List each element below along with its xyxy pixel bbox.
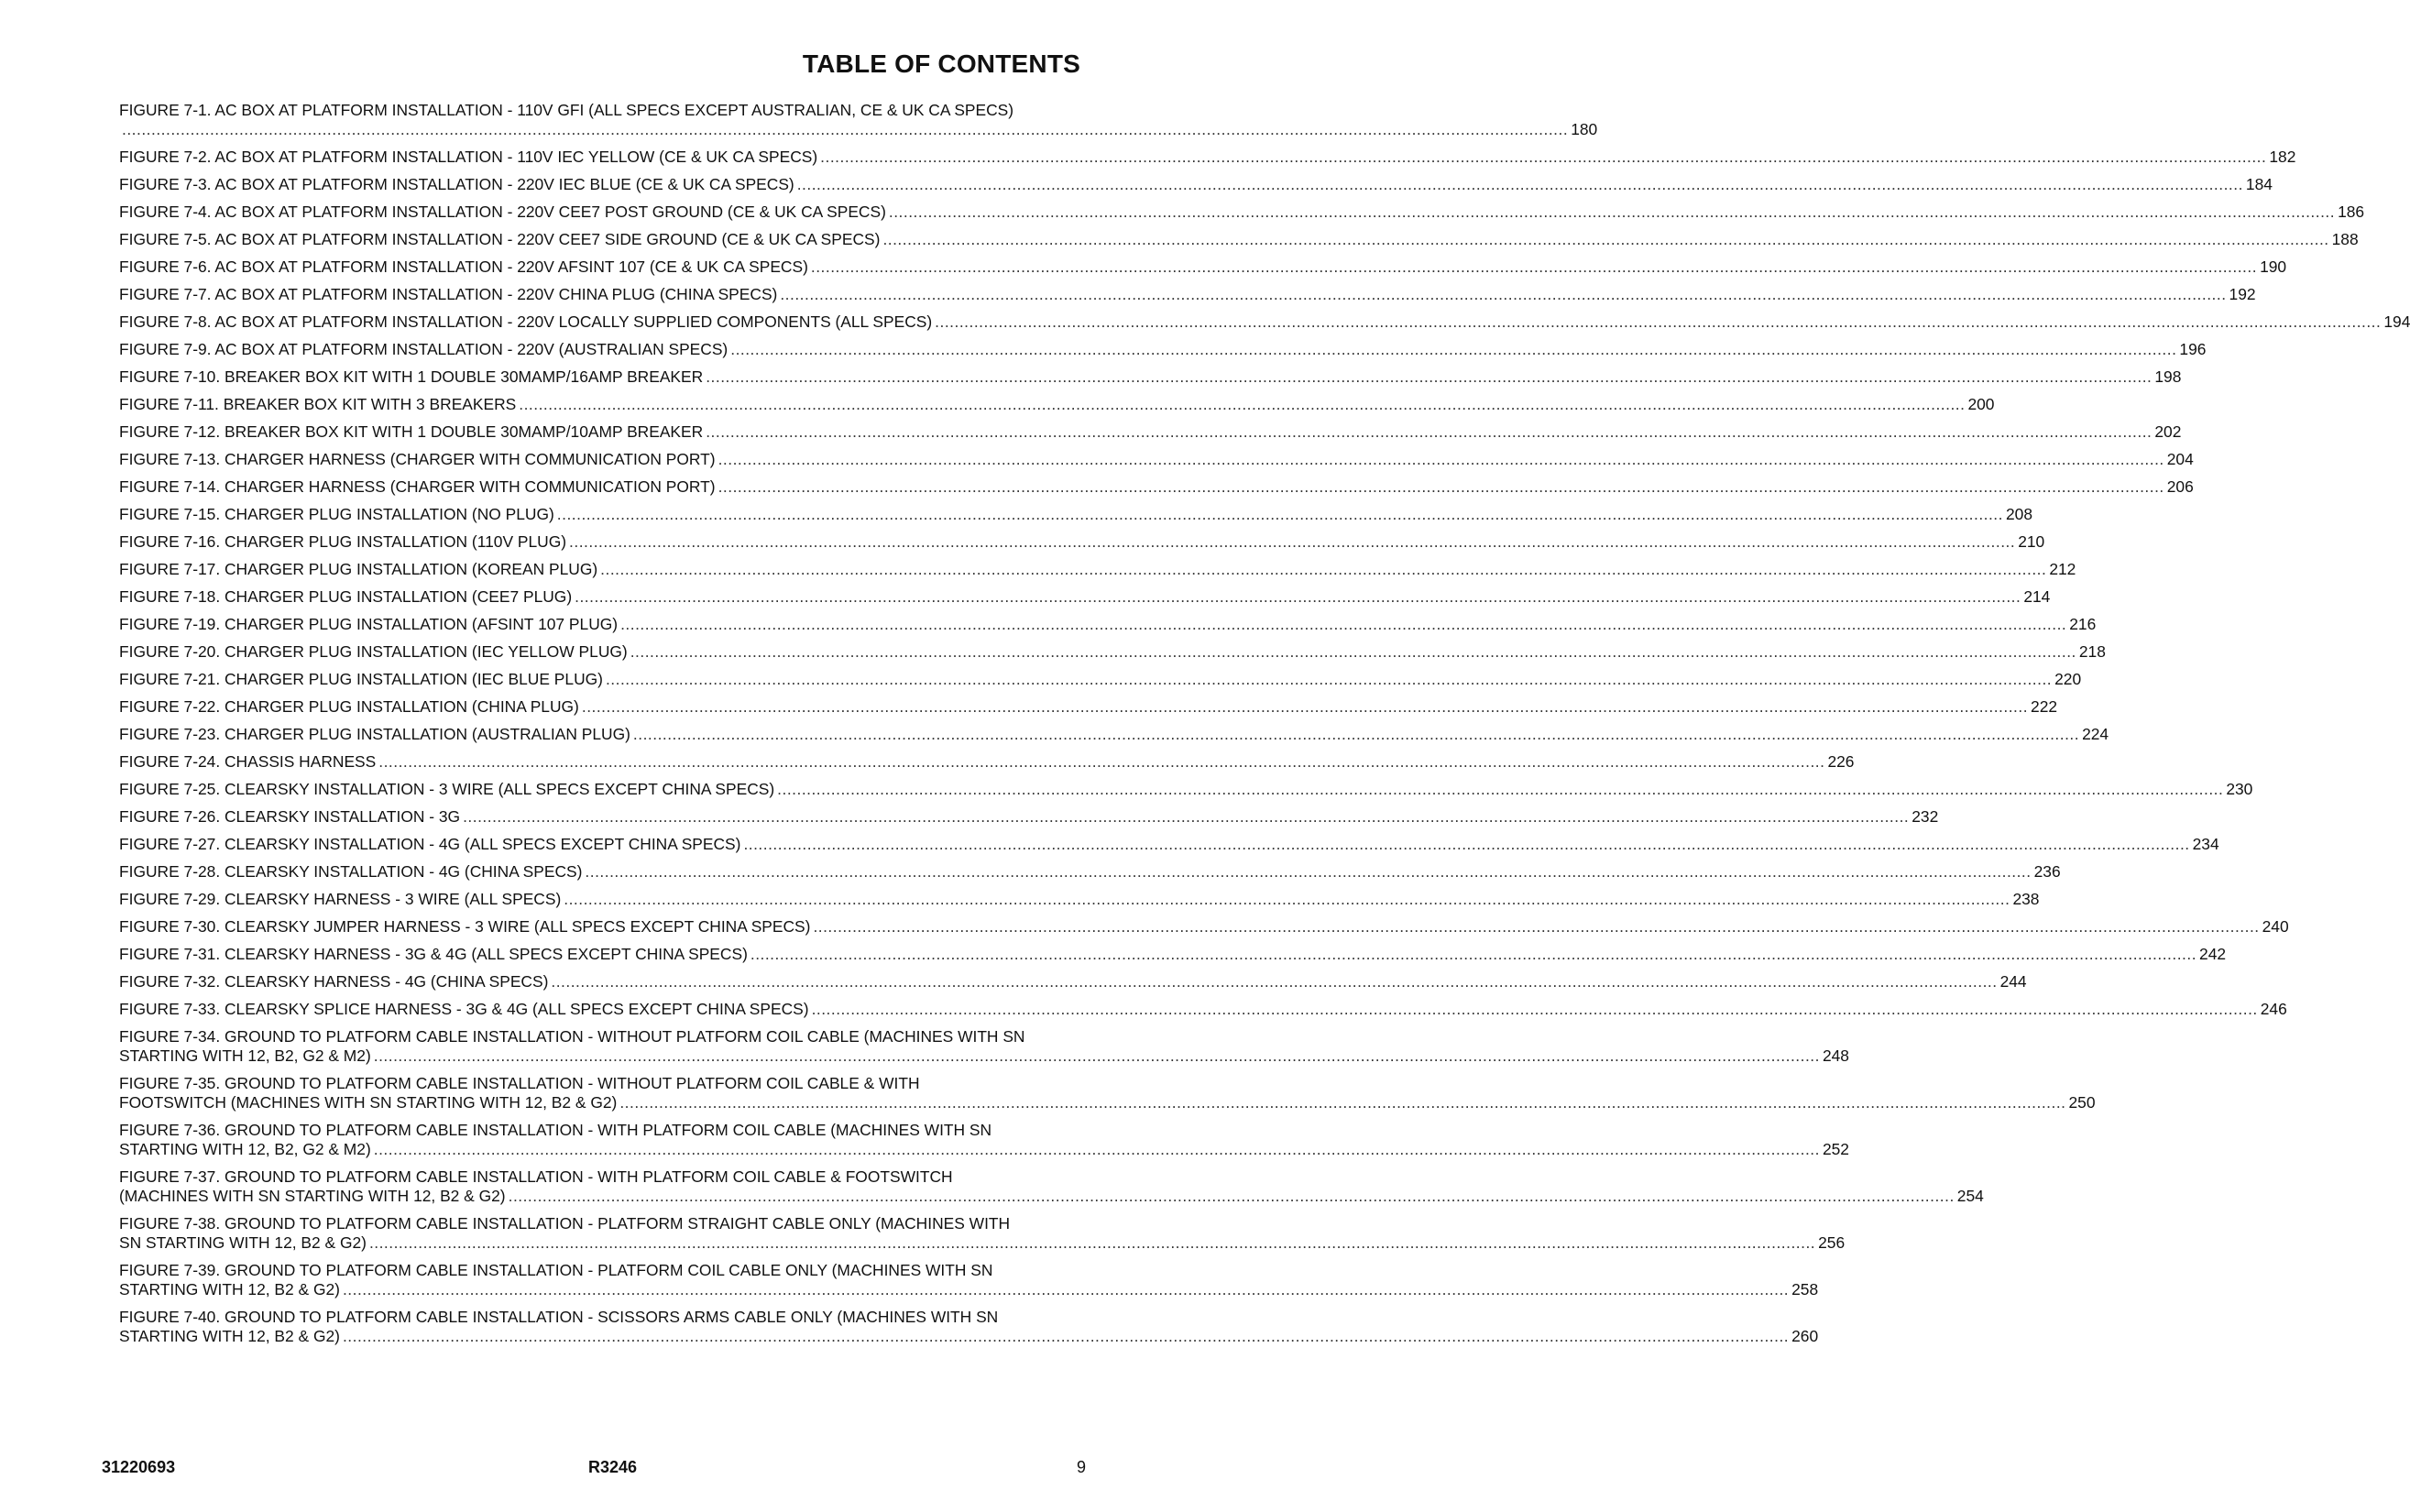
toc-entry-line bbox=[119, 1308, 1100, 1327]
toc-entry[interactable] bbox=[119, 862, 2061, 882]
toc-entry-page-number: 204 bbox=[2166, 450, 2194, 468]
toc-entry-title: FIGURE 7-16. CHARGER PLUG INSTALLATION (110V PLUG) bbox=[119, 532, 567, 551]
toc-entry-line bbox=[119, 257, 2287, 277]
toc-entry[interactable] bbox=[119, 505, 2032, 524]
toc-entry-title: STARTING WITH 12, B2 & G2) bbox=[119, 1280, 340, 1298]
toc-entry[interactable] bbox=[119, 890, 2040, 909]
toc-entry[interactable] bbox=[119, 945, 2227, 964]
dot-leader bbox=[619, 1093, 2065, 1112]
toc-entry-page-number: 252 bbox=[1822, 1140, 1849, 1158]
toc-entry-page-number: 214 bbox=[2023, 587, 2051, 606]
dot-leader bbox=[564, 890, 2010, 909]
toc-entry-title: FIGURE 7-6. AC BOX AT PLATFORM INSTALLATION - 220V AFSINT 107 (CE & UK CA SPECS) bbox=[119, 257, 808, 276]
toc-entry[interactable] bbox=[119, 367, 2182, 387]
toc-entry-title: FIGURE 7-17. CHARGER PLUG INSTALLATION (KOREAN PLUG) bbox=[119, 560, 598, 578]
toc-entry-page-number: 190 bbox=[2260, 257, 2287, 276]
dot-leader bbox=[519, 395, 1965, 414]
dot-leader bbox=[630, 642, 2076, 662]
dot-leader bbox=[569, 532, 2015, 552]
footer-doc-number: 31220693 bbox=[102, 1458, 176, 1476]
toc-entry-title: FIGURE 7-1. AC BOX AT PLATFORM INSTALLATION - 110V GFI (ALL SPECS EXCEPT AUSTRALIAN, CE & UK CA SPECS) bbox=[119, 101, 1014, 119]
dot-leader bbox=[633, 725, 2079, 744]
toc-entry-title: FIGURE 7-37. GROUND TO PLATFORM CABLE INSTALLATION - WITH PLATFORM COIL CABLE & FOOTSWITCH bbox=[119, 1167, 953, 1186]
toc-entry[interactable] bbox=[119, 780, 2253, 799]
toc-entry[interactable] bbox=[119, 148, 2296, 167]
toc-entry-page-number: 184 bbox=[2245, 175, 2273, 193]
toc-entry-page-number: 196 bbox=[2179, 340, 2207, 358]
toc-entry-line bbox=[119, 725, 2109, 744]
toc-entry-page-number: 180 bbox=[1571, 120, 1598, 138]
toc-entry[interactable] bbox=[119, 1214, 1846, 1253]
toc-entry-page-number: 230 bbox=[2226, 780, 2253, 798]
dot-leader bbox=[718, 477, 2164, 497]
toc-entry[interactable] bbox=[119, 203, 2365, 222]
toc-entry[interactable] bbox=[119, 587, 2051, 607]
toc-entry-line bbox=[119, 1167, 1100, 1187]
toc-entry-title: STARTING WITH 12, B2, G2 & M2) bbox=[119, 1046, 371, 1065]
toc-entry-page-number: 240 bbox=[2262, 917, 2289, 936]
toc-entry-page-number: 236 bbox=[2033, 862, 2061, 881]
toc-entry-title: STARTING WITH 12, B2 & G2) bbox=[119, 1327, 340, 1345]
toc-entry[interactable] bbox=[119, 560, 2076, 579]
toc-entry-title: FIGURE 7-38. GROUND TO PLATFORM CABLE INSTALLATION - PLATFORM STRAIGHT CABLE ONLY (MACHINES WITH bbox=[119, 1214, 1011, 1233]
toc-entry-page-number: 246 bbox=[2260, 1000, 2287, 1018]
toc-entry-page-number: 220 bbox=[2054, 670, 2082, 688]
toc-entry-line bbox=[119, 862, 2061, 882]
toc-entry-title: FIGURE 7-8. AC BOX AT PLATFORM INSTALLATION - 220V LOCALLY SUPPLIED COMPONENTS (ALL SPECS) bbox=[119, 312, 933, 331]
dot-leader bbox=[575, 587, 2021, 607]
toc-entry[interactable] bbox=[119, 917, 2289, 937]
toc-entry-page-number: 248 bbox=[1822, 1046, 1849, 1065]
toc-entry-line bbox=[119, 395, 1995, 414]
dot-leader bbox=[780, 285, 2226, 304]
toc-entry-line bbox=[119, 1261, 1100, 1280]
toc-entry-line bbox=[119, 1187, 1984, 1206]
toc-entry-line bbox=[119, 972, 2027, 992]
footer-page-number: 9 bbox=[1076, 1458, 1086, 1476]
toc-entry-page-number: 232 bbox=[1912, 807, 1939, 826]
dot-leader bbox=[122, 120, 1568, 139]
toc-entry-title: FIGURE 7-3. AC BOX AT PLATFORM INSTALLATION - 220V IEC BLUE (CE & UK CA SPECS) bbox=[119, 175, 794, 193]
toc-entry-title: FOOTSWITCH (MACHINES WITH SN STARTING WITH 12, B2 & G2) bbox=[119, 1093, 618, 1112]
dot-leader bbox=[812, 1000, 2258, 1019]
dot-leader bbox=[706, 422, 2152, 442]
toc-entry-title: FIGURE 7-27. CLEARSKY INSTALLATION - 4G (ALL SPECS EXCEPT CHINA SPECS) bbox=[119, 835, 741, 853]
toc-entry-page-number: 198 bbox=[2154, 367, 2182, 386]
dot-leader bbox=[378, 752, 1824, 772]
toc-entry[interactable] bbox=[119, 395, 1995, 414]
footer-model: R3246 bbox=[588, 1458, 638, 1476]
toc-entry-title: FIGURE 7-5. AC BOX AT PLATFORM INSTALLATION - 220V CEE7 SIDE GROUND (CE & UK CA SPECS) bbox=[119, 230, 881, 248]
toc-entry[interactable] bbox=[119, 752, 1855, 772]
dot-leader bbox=[743, 835, 2189, 854]
toc-entry[interactable] bbox=[119, 285, 2256, 304]
toc-entry[interactable] bbox=[119, 1121, 1849, 1159]
dot-leader bbox=[343, 1280, 1789, 1299]
toc-entry[interactable] bbox=[119, 697, 2058, 717]
toc-entry-line bbox=[119, 1046, 1849, 1066]
toc-entry-title: FIGURE 7-29. CLEARSKY HARNESS - 3 WIRE (ALL SPECS) bbox=[119, 890, 562, 908]
toc-entry-line bbox=[119, 1214, 1100, 1233]
toc-entry-line bbox=[119, 1327, 1819, 1346]
dot-leader bbox=[620, 615, 2066, 634]
dot-leader bbox=[374, 1046, 1820, 1066]
toc-entry-line bbox=[119, 422, 2182, 442]
toc-entry-line bbox=[119, 505, 2032, 524]
toc-entry[interactable] bbox=[119, 340, 2207, 359]
toc-entry-page-number: 208 bbox=[2005, 505, 2032, 523]
toc-entry-title: FIGURE 7-4. AC BOX AT PLATFORM INSTALLATION - 220V CEE7 POST GROUND (CE & UK CA SPECS) bbox=[119, 203, 886, 221]
toc-entry[interactable] bbox=[119, 532, 2045, 552]
toc-entry-line bbox=[119, 642, 2106, 662]
toc-entry-line bbox=[119, 450, 2194, 469]
toc-entry-title: FIGURE 7-25. CLEARSKY INSTALLATION - 3 WIRE (ALL SPECS EXCEPT CHINA SPECS) bbox=[119, 780, 775, 798]
toc-entry-title: FIGURE 7-19. CHARGER PLUG INSTALLATION (AFSINT 107 PLUG) bbox=[119, 615, 619, 633]
toc-entry-page-number: 226 bbox=[1827, 752, 1855, 771]
toc-entry-line bbox=[119, 340, 2207, 359]
toc-entry[interactable] bbox=[119, 807, 1939, 827]
dot-leader bbox=[374, 1140, 1820, 1159]
toc-entry-title: FIGURE 7-30. CLEARSKY JUMPER HARNESS - 3 WIRE (ALL SPECS EXCEPT CHINA SPECS) bbox=[119, 917, 811, 936]
toc-entry-title: STARTING WITH 12, B2, G2 & M2) bbox=[119, 1140, 371, 1158]
toc-entry-page-number: 238 bbox=[2012, 890, 2040, 908]
toc-entry-title: FIGURE 7-14. CHARGER HARNESS (CHARGER WITH COMMUNICATION PORT) bbox=[119, 477, 716, 496]
toc-entry[interactable] bbox=[119, 1308, 1819, 1346]
toc-entry-line bbox=[119, 917, 2289, 937]
toc-entry-title: FIGURE 7-18. CHARGER PLUG INSTALLATION (CEE7 PLUG) bbox=[119, 587, 573, 606]
dot-leader bbox=[585, 862, 2031, 882]
toc-entry-line bbox=[119, 697, 2058, 717]
toc-entry[interactable] bbox=[119, 615, 2097, 634]
toc-entry-page-number: 258 bbox=[1791, 1280, 1819, 1298]
dot-leader bbox=[730, 340, 2176, 359]
toc-entry-line bbox=[119, 1093, 2096, 1112]
toc-entry[interactable] bbox=[119, 1074, 2096, 1112]
dot-leader bbox=[557, 505, 2003, 524]
toc-entry-page-number: 194 bbox=[2383, 312, 2410, 331]
toc-entry-title: FIGURE 7-33. CLEARSKY SPLICE HARNESS - 3G & 4G (ALL SPECS EXCEPT CHINA SPECS) bbox=[119, 1000, 809, 1018]
dot-leader bbox=[811, 257, 2257, 277]
dot-leader bbox=[606, 670, 2052, 689]
toc-entry-title: FIGURE 7-20. CHARGER PLUG INSTALLATION (IEC YELLOW PLUG) bbox=[119, 642, 628, 661]
toc-entry-line bbox=[119, 615, 2097, 634]
toc-entry[interactable] bbox=[119, 175, 2273, 194]
toc-entry-title: FIGURE 7-15. CHARGER PLUG INSTALLATION (NO PLUG) bbox=[119, 505, 554, 523]
toc-entry[interactable] bbox=[119, 422, 2182, 442]
toc-entry-title: (MACHINES WITH SN STARTING WITH 12, B2 & G2) bbox=[119, 1187, 506, 1205]
toc-entry-page-number: 244 bbox=[1999, 972, 2027, 991]
toc-entry-title: FIGURE 7-34. GROUND TO PLATFORM CABLE INSTALLATION - WITHOUT PLATFORM COIL CABLE (MACHINES WITH SN bbox=[119, 1027, 1025, 1046]
toc-entry-line bbox=[119, 120, 1598, 139]
toc-entry[interactable] bbox=[119, 670, 2082, 689]
toc-entry-page-number: 182 bbox=[2269, 148, 2296, 166]
toc-entry-page-number: 222 bbox=[2031, 697, 2058, 716]
toc-entry-title: FIGURE 7-21. CHARGER PLUG INSTALLATION (IEC BLUE PLUG) bbox=[119, 670, 603, 688]
toc-entry-page-number: 186 bbox=[2338, 203, 2365, 221]
toc-entry-title: SN STARTING WITH 12, B2 & G2) bbox=[119, 1233, 367, 1252]
page-title: TABLE OF CONTENTS bbox=[802, 49, 1080, 78]
toc-entry-line bbox=[119, 203, 2365, 222]
toc-entry-title: FIGURE 7-39. GROUND TO PLATFORM CABLE INSTALLATION - PLATFORM COIL CABLE ONLY (MACHINES WITH SN bbox=[119, 1261, 993, 1279]
toc-entry-page-number: 242 bbox=[2199, 945, 2227, 963]
toc-entry[interactable] bbox=[119, 1261, 1819, 1299]
toc-entry-page-number: 216 bbox=[2069, 615, 2097, 633]
dot-leader bbox=[820, 148, 2266, 167]
toc-entry-title: FIGURE 7-10. BREAKER BOX KIT WITH 1 DOUBLE 30MAMP/16AMP BREAKER bbox=[119, 367, 704, 386]
dot-leader bbox=[889, 203, 2335, 222]
toc-entry-title: FIGURE 7-7. AC BOX AT PLATFORM INSTALLATION - 220V CHINA PLUG (CHINA SPECS) bbox=[119, 285, 778, 303]
toc-entry-line bbox=[119, 1027, 1100, 1046]
toc-entry-title: FIGURE 7-23. CHARGER PLUG INSTALLATION (AUSTRALIAN PLUG) bbox=[119, 725, 630, 743]
toc-entry-line bbox=[119, 285, 2256, 304]
toc-entry-page-number: 212 bbox=[2049, 560, 2076, 578]
toc-entry-line bbox=[119, 148, 2296, 167]
toc-entry[interactable] bbox=[119, 835, 2219, 854]
toc-entry-line bbox=[119, 101, 1100, 120]
toc-entry-page-number: 234 bbox=[2192, 835, 2219, 853]
toc-entry-page-number: 192 bbox=[2229, 285, 2256, 303]
toc-entry-title: FIGURE 7-36. GROUND TO PLATFORM CABLE INSTALLATION - WITH PLATFORM COIL CABLE (MACHINES WITH SN bbox=[119, 1121, 992, 1139]
dot-leader bbox=[750, 945, 2196, 964]
dot-leader bbox=[509, 1187, 1955, 1206]
toc-entry-line bbox=[119, 587, 2051, 607]
toc-entry[interactable] bbox=[119, 312, 2410, 332]
toc-entry-line bbox=[119, 1000, 2287, 1019]
toc-entry[interactable] bbox=[119, 642, 2106, 662]
toc-entry-title: FIGURE 7-22. CHARGER PLUG INSTALLATION (CHINA PLUG) bbox=[119, 697, 579, 716]
toc-entry-title: FIGURE 7-32. CLEARSKY HARNESS - 4G (CHINA SPECS) bbox=[119, 972, 549, 991]
dot-leader bbox=[706, 367, 2152, 387]
toc-entry-title: FIGURE 7-28. CLEARSKY INSTALLATION - 4G (CHINA SPECS) bbox=[119, 862, 583, 881]
toc-entry-page-number: 224 bbox=[2082, 725, 2109, 743]
toc-entry-page-number: 206 bbox=[2166, 477, 2194, 496]
toc-entry-title: FIGURE 7-40. GROUND TO PLATFORM CABLE INSTALLATION - SCISSORS ARMS CABLE ONLY (MACHINES WITH SN bbox=[119, 1308, 999, 1326]
toc-entry-line bbox=[119, 890, 2040, 909]
dot-leader bbox=[369, 1233, 1815, 1253]
toc-entry-page-number: 250 bbox=[2068, 1093, 2096, 1112]
toc-entry-title: FIGURE 7-12. BREAKER BOX KIT WITH 1 DOUBLE 30MAMP/10AMP BREAKER bbox=[119, 422, 704, 441]
toc-entry-line bbox=[119, 1233, 1846, 1253]
dot-leader bbox=[551, 972, 1997, 992]
toc-entry[interactable] bbox=[119, 101, 1598, 139]
toc-entry-line bbox=[119, 1121, 1100, 1140]
toc-entry-line bbox=[119, 835, 2219, 854]
toc-entry[interactable] bbox=[119, 450, 2194, 469]
toc-entry-line bbox=[119, 1140, 1849, 1159]
toc-entry-title: FIGURE 7-35. GROUND TO PLATFORM CABLE INSTALLATION - WITHOUT PLATFORM COIL CABLE & WITH bbox=[119, 1074, 920, 1092]
toc-entry-title: FIGURE 7-2. AC BOX AT PLATFORM INSTALLATION - 110V IEC YELLOW (CE & UK CA SPECS) bbox=[119, 148, 818, 166]
dot-leader bbox=[777, 780, 2223, 799]
toc-entry-title: FIGURE 7-11. BREAKER BOX KIT WITH 3 BREAKERS bbox=[119, 395, 517, 413]
toc-entry-title: FIGURE 7-24. CHASSIS HARNESS bbox=[119, 752, 377, 771]
toc-entry-page-number: 256 bbox=[1818, 1233, 1846, 1252]
toc-entry[interactable] bbox=[119, 972, 2027, 992]
toc-entry[interactable] bbox=[119, 230, 2359, 249]
toc-entry-title: FIGURE 7-31. CLEARSKY HARNESS - 3G & 4G (ALL SPECS EXCEPT CHINA SPECS) bbox=[119, 945, 748, 963]
toc-entry-title: FIGURE 7-26. CLEARSKY INSTALLATION - 3G bbox=[119, 807, 461, 826]
toc-entry-line bbox=[119, 752, 1855, 772]
toc-entry[interactable] bbox=[119, 1027, 1849, 1066]
toc-entry-page-number: 218 bbox=[2078, 642, 2106, 661]
toc-entry-page-number: 260 bbox=[1791, 1327, 1819, 1345]
toc-entry-line bbox=[119, 670, 2082, 689]
dot-leader bbox=[582, 697, 2028, 717]
dot-leader bbox=[463, 807, 1909, 827]
toc-entry-line bbox=[119, 1280, 1819, 1299]
toc-entry-line bbox=[119, 312, 2410, 332]
dot-leader bbox=[600, 560, 2046, 579]
toc-entry[interactable] bbox=[119, 725, 2109, 744]
toc-entry[interactable] bbox=[119, 257, 2287, 277]
dot-leader bbox=[797, 175, 2243, 194]
toc-entry[interactable] bbox=[119, 477, 2194, 497]
dot-leader bbox=[935, 312, 2381, 332]
toc-entry[interactable] bbox=[119, 1167, 1984, 1206]
toc-entry-title: FIGURE 7-9. AC BOX AT PLATFORM INSTALLATION - 220V (AUSTRALIAN SPECS) bbox=[119, 340, 728, 358]
toc-entry-page-number: 200 bbox=[1967, 395, 1995, 413]
toc-entry-line bbox=[119, 367, 2182, 387]
toc-entry-page-number: 202 bbox=[2154, 422, 2182, 441]
dot-leader bbox=[718, 450, 2164, 469]
toc-entry-line bbox=[119, 230, 2359, 249]
dot-leader bbox=[813, 917, 2259, 937]
dot-leader bbox=[882, 230, 2328, 249]
toc-entry-line bbox=[119, 945, 2227, 964]
toc-list bbox=[119, 101, 2410, 1354]
toc-entry-line bbox=[119, 1074, 1100, 1093]
toc-entry-line bbox=[119, 477, 2194, 497]
toc-entry[interactable] bbox=[119, 1000, 2287, 1019]
toc-entry-page-number: 188 bbox=[2331, 230, 2359, 248]
toc-entry-line bbox=[119, 780, 2253, 799]
toc-entry-title: FIGURE 7-13. CHARGER HARNESS (CHARGER WITH COMMUNICATION PORT) bbox=[119, 450, 716, 468]
toc-entry-line bbox=[119, 532, 2045, 552]
dot-leader bbox=[343, 1327, 1789, 1346]
toc-entry-page-number: 254 bbox=[1956, 1187, 1984, 1205]
toc-entry-line bbox=[119, 175, 2273, 194]
toc-entry-page-number: 210 bbox=[2018, 532, 2045, 551]
toc-entry-line bbox=[119, 560, 2076, 579]
toc-entry-line bbox=[119, 807, 1939, 827]
